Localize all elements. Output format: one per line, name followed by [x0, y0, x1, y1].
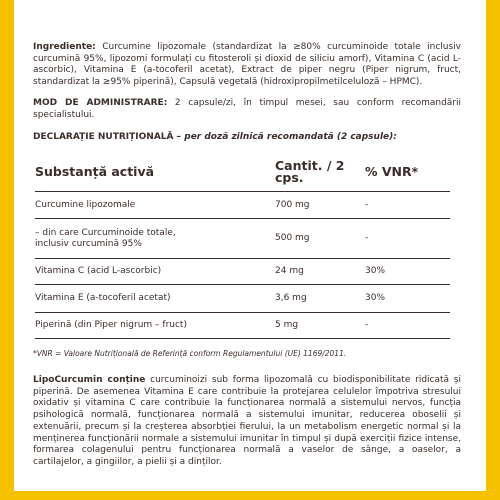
table-header-row	[35, 156, 450, 192]
description-text: curcuminoizi sub forma lipozomală cu biodisponibilitate ridicată și piperină. De asemenea Vitamina E care contribuie la protejarea celulelor împotriva stresului oxidativ și vitamina C care contribuie la funcționarea normală a sistemului nervos, funcția psihologică normală, funcționarea normală a sistemului imunitar, reducerea oboselii și extenuării, precum și la creșterea absorbției fierului, la un metabolism energetic normal și la menținerea funcționării normale a sistemului imunitar în timpul și după exerciții fizice intense, formarea colagenului pentru funcționarea normală a vaselor de sânge, a oaselor, a cartilajelor, a gingiilor, a pielii și a dinților.	[33, 375, 461, 467]
table-row	[35, 192, 450, 219]
header-vnr: % VNR*	[365, 156, 450, 192]
table-row	[35, 219, 450, 259]
row-substance: Vitamina C (acid L-ascorbic)	[35, 259, 275, 285]
row-vnr: 30%	[365, 285, 450, 313]
description-paragraph	[33, 375, 461, 469]
row-substance	[35, 219, 275, 259]
row-vnr: -	[365, 192, 450, 219]
row-quantity: 24 mg	[275, 259, 365, 285]
declaration-label: DECLARAȚIE NUTRIȚIONALĂ	[33, 132, 174, 143]
table-row	[35, 259, 450, 285]
header-quantity: Cantit. / 2 cps.	[275, 156, 365, 192]
row-substance-text: – din care Curcuminoide totale, inclusiv curcumină 95%	[35, 227, 176, 249]
row-vnr: -	[365, 313, 450, 339]
label-content	[33, 42, 461, 469]
administration-paragraph	[33, 98, 461, 121]
row-substance: Piperină (din Piper nigrum – fruct)	[35, 313, 275, 339]
row-vnr: -	[365, 219, 450, 259]
row-vnr: 30%	[365, 259, 450, 285]
row-substance: Curcumine lipozomale	[35, 192, 275, 219]
ingredients-label: Ingrediente:	[33, 42, 96, 52]
ingredients-text: Curcumine lipozomale (standardizat la ≥80% curcuminoide totale inclusiv curcumină 95%, lipozomi formulați cu fitosteroli și dioxid de siliciu amorf), Vitamina C (acid L-ascorbic), Vitamina E (a-tocoferil acetat), Extract de piper negru (Piper nigrum, fruct, standardizat la ≥95% piperină), Capsulă vegetală (hidroxipropilmetilceluloză – HPMC).	[33, 42, 461, 88]
administration-text: 2 capsule/zi, în timpul mesei, sau conform recomandării specialistului.	[33, 97, 462, 120]
ingredients-paragraph	[33, 42, 461, 89]
nutrition-declaration-heading	[33, 132, 461, 144]
row-quantity: 700 mg	[275, 192, 365, 219]
row-quantity: 3,6 mg	[275, 285, 365, 313]
vnr-footnote: *VNR = Valoare Nutrițională de Referință conform Regulamentului (UE) 1169/2011.	[33, 349, 347, 359]
row-quantity: 500 mg	[275, 219, 365, 259]
declaration-subtitle: – per doză zilnică recomandată (2 capsule):	[173, 132, 397, 143]
row-substance: Vitamina E (a-tocoferil acetat)	[35, 285, 275, 313]
yellow-frame-bottom	[0, 491, 500, 500]
yellow-frame-left	[0, 0, 14, 500]
row-quantity: 5 mg	[275, 313, 365, 339]
administration-label: MOD DE ADMINISTRARE:	[33, 97, 168, 108]
header-substance: Substanță activă	[35, 156, 275, 192]
table-row	[35, 313, 450, 339]
nutrition-table	[35, 156, 450, 339]
description-brand: LipoCurcumin conține	[33, 375, 146, 386]
table-row	[35, 285, 450, 313]
yellow-frame-right	[486, 0, 500, 500]
